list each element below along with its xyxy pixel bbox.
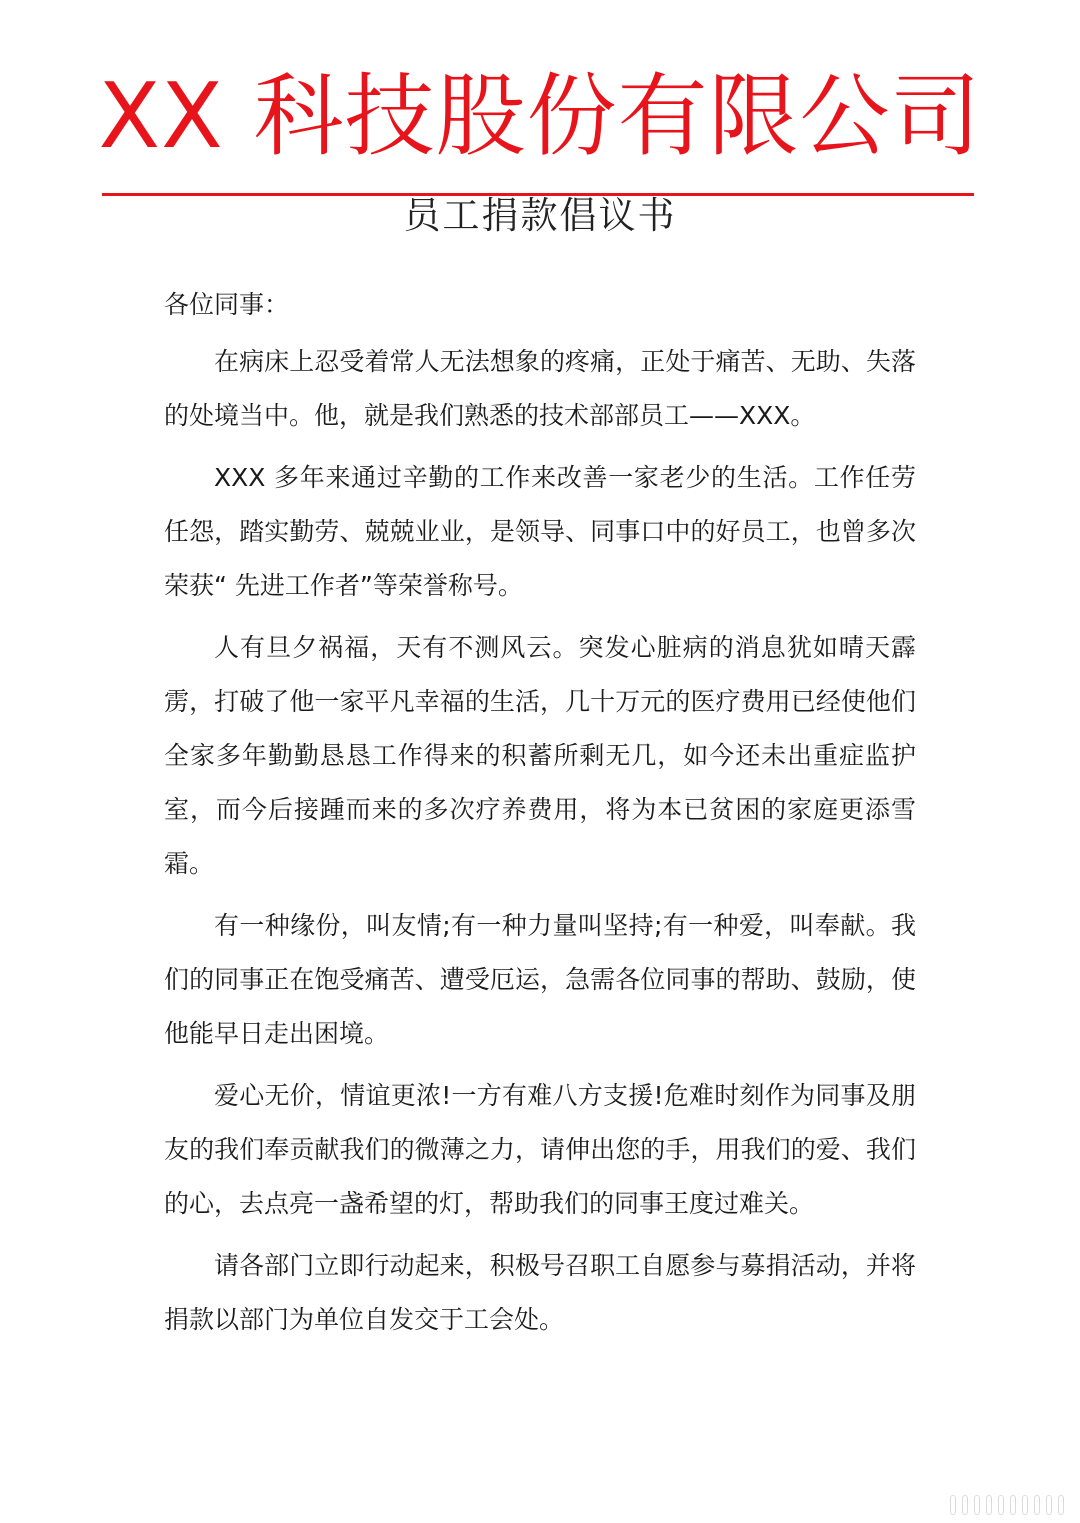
watermark-bar: [998, 1495, 1004, 1515]
document-body: [164, 335, 916, 1347]
watermark-bar: [950, 1495, 956, 1515]
watermark-bar: [1058, 1495, 1064, 1515]
paragraph-2: XXX 多年来通过辛勤的工作来改善一家老少的生活。工作任劳任怨，踏实勤劳、兢兢业业，是领导、同事口中的好员工，也曾多次荣获“ 先进工作者”等荣誉称号。: [164, 463, 916, 600]
watermark-bar: [1022, 1495, 1028, 1515]
paragraph-4: 有一种缘份，叫友情;有一种力量叫坚持;有一种爱，叫奉献。我们的同事正在饱受痛苦、遭受厄运，急需各位同事的帮助、鼓励，使他能早日走出困境。: [164, 911, 916, 1048]
watermark-bar: [974, 1495, 980, 1515]
paragraph-6: 请各部门立即行动起来，积极号召职工自愿参与募捐活动，并将捐款以部门为单位自发交于工会处。: [164, 1251, 916, 1334]
document-title: 员工捐款倡议书: [403, 194, 677, 237]
watermark-bar: [962, 1495, 968, 1515]
watermark-bar: [1010, 1495, 1016, 1515]
salutation: 各位同事：: [164, 290, 290, 319]
company-name: XX 科技股份有限公司: [98, 64, 982, 169]
watermark-bar: [986, 1495, 992, 1515]
paragraph-3: 人有旦夕祸福，天有不测风云。突发心脏病的消息犹如晴天霹雳，打破了他一家平凡幸福的生活，几十万元的医疗费用已经使他们全家多年勤勤恳恳工作得来的积蓄所剩无几，如今还未出重症监护室，而今后接踵而来的多次疗养费用，将为本已贫困的家庭更添雪霜。: [164, 633, 916, 878]
paragraph-5: 爱心无价，情谊更浓!一方有难八方支援!危难时刻作为同事及朋友的我们奉贡献我们的微薄之力，请伸出您的手，用我们的爱、我们的心，去点亮一盏希望的灯，帮助我们的同事王度过难关。: [164, 1081, 916, 1218]
watermark-bar: [1046, 1495, 1052, 1515]
paragraph-1: 在病床上忍受着常人无法想象的疼痛，正处于痛苦、无助、失落的处境当中。他，就是我们熟悉的技术部部员工——XXX。: [164, 347, 916, 430]
watermark-mark: [804, 1495, 1064, 1515]
watermark-bar: [1034, 1495, 1040, 1515]
